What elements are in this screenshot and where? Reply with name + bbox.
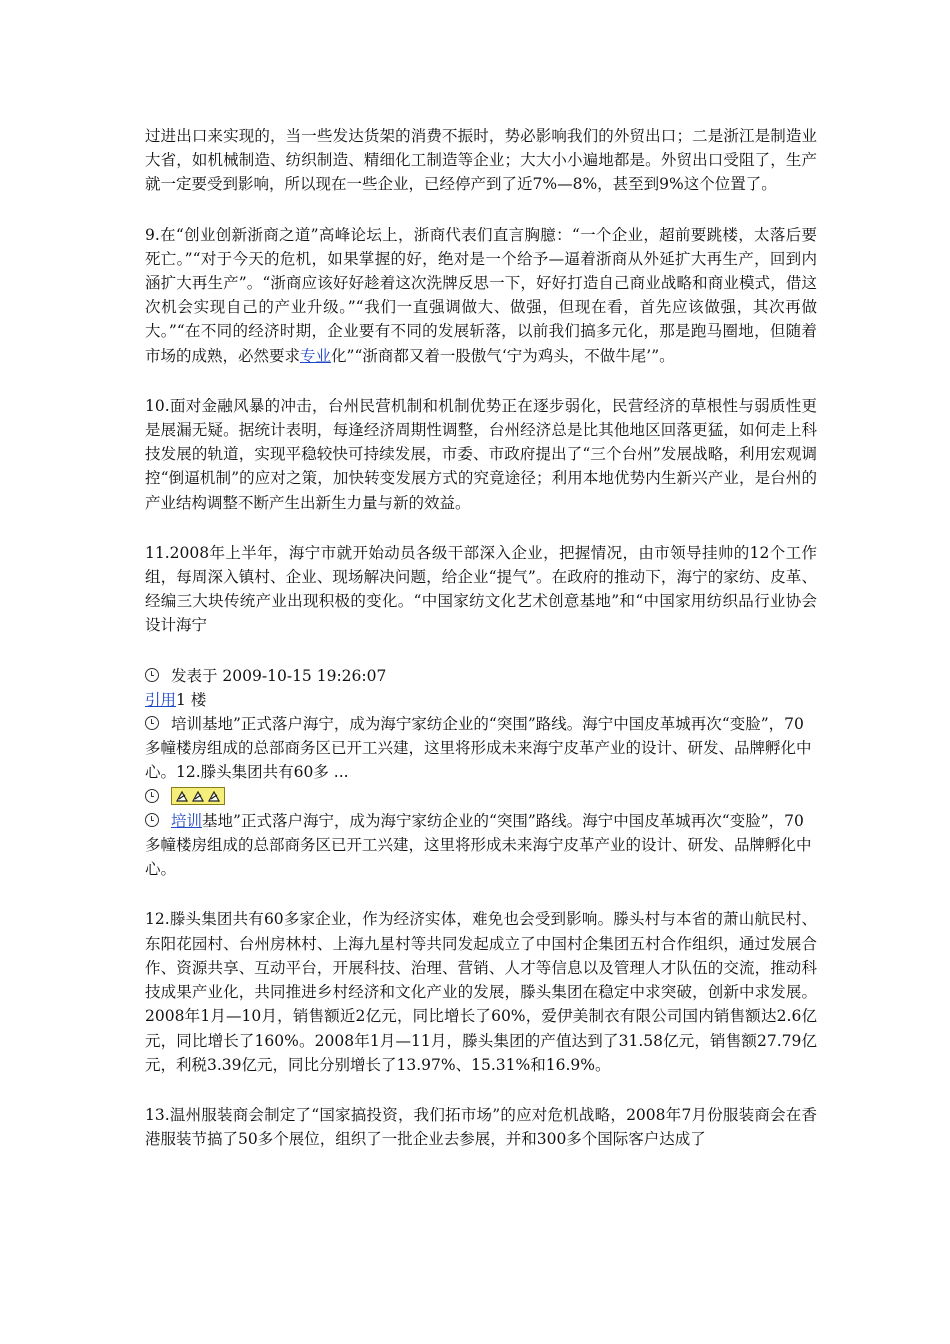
paragraph-9-text-a: 9.在“创业创新浙商之道”高峰论坛上，浙商代表们直言胸臆：“一个企业，超前要跳楼，太落后要死亡。”“对于今天的危机，如果掌握的好，绝对是一个给予—逼着浙商从外延扩大再生产，回到内涵扩大再生产”。“浙商应该好好趁着这次洗牌反思一下，好好打造自己商业战略和商业模式，借这次机会实现自己的产业升级。”“我们一直强调做大、做强，但现在看，首先应该做强，其次再做大。”“在不同的经济时期，企业要有不同的发展斩落，以前我们搞多元化，那是跑马圈地，但随着市场的成熟，必然要求	[145, 225, 817, 365]
paragraph-10: 10.面对金融风暴的冲击，台州民营机制和机制优势正在逐步弱化，民营经济的草根性与弱质性更是展漏无疑。据统计表明，每逢经济周期性调整，台州经济总是比其他地区回落更猛，如何走上科技发展的轨道，实现平稳较快可持续发展，市委、市政府提出了“三个台州”发展战略，利用宏观调控“倒逼机制”的应对之策，加快转变发展方式的究竟途径；利用本地优势内生新兴产业，是台州的产业结构调整不断产生出新生力量与新的效益。	[145, 396, 817, 512]
post-badges-line	[145, 785, 817, 809]
post-body	[145, 809, 817, 882]
document-page	[145, 124, 817, 1177]
link-peixun[interactable]: 培训	[171, 811, 203, 830]
paragraph-9	[145, 223, 817, 368]
paragraph-intro: 过进出口来实现的，当一些发达货架的消费不振时，势必影响我们的外贸出口；二是浙江是制造业大省，如机械制造、纺织制造、精细化工制造等企业；大大小小遍地都是。外贸出口受阻了，生产就一定要受到影响，所以现在一些企业，已经停产到了近7%—8%，甚至到9%这个位置了。	[145, 127, 817, 194]
paragraph-13: 13.温州服装商会制定了“国家搞投资，我们拓市场”的应对危机战略，2008年7月份服装商会在香港服装节搞了50多个展位，组织了一批企业去参展，并和300多个国际客户达成了	[145, 1105, 817, 1149]
link-zhuanye[interactable]: 专业	[300, 346, 332, 365]
post-time: 发表于 2009-10-15 19:26:07	[171, 666, 387, 685]
post-excerpt-text: 培训基地”正式落户海宁，成为海宁家纺企业的“突围”路线。海宁中国皮革城再次“变脸”，70多幢楼房组成的总部商务区已开工兴建，这里将形成未来海宁皮革产业的设计、研发、品牌孵化中心。12.滕头集团共有60多 ...	[145, 715, 812, 782]
quote-link[interactable]: 引用	[145, 690, 177, 709]
badge-icon	[191, 790, 205, 804]
paragraph-11: 11.2008年上半年，海宁市就开始动员各级干部深入企业，把握情况，由市领导挂帅的12个工作组，每周深入镇村、企业、现场解决问题，给企业“提气”。在政府的推动下，海宁的家纺、皮革、经编三大块传统产业出现积极的变化。“中国家纺文化艺术创意基地”和“中国家用纺织品行业协会设计海宁	[145, 543, 817, 635]
post-floor-line	[145, 688, 817, 712]
post-floor: 1 楼	[176, 690, 207, 709]
clock-icon	[145, 813, 159, 827]
paragraph-9-text-b: 化”“浙商都又着一股傲气‘宁为鸡头，不做牛尾’”。	[331, 346, 675, 365]
clock-icon	[145, 789, 159, 803]
clock-icon	[145, 668, 159, 682]
post-excerpt	[145, 712, 817, 785]
post-body-text: 基地”正式落户海宁，成为海宁家纺企业的“突围”路线。海宁中国皮革城再次“变脸”，70多幢楼房组成的总部商务区已开工兴建，这里将形成未来海宁皮革产业的设计、研发、品牌孵化中心。	[145, 811, 812, 879]
clock-icon	[145, 716, 159, 730]
badge-icon	[175, 790, 189, 804]
post-block	[145, 664, 817, 882]
post-time-line	[145, 664, 817, 688]
badge-icon	[207, 790, 221, 804]
paragraph-12: 12.滕头集团共有60多家企业，作为经济实体，难免也会受到影响。滕头村与本省的萧山航民村、东阳花园村、台州房林村、上海九星村等共同发起成立了中国村企集团五村合作组织，通过发展合作、资源共享、互动平台，开展科技、治理、营销、人才等信息以及管理人才队伍的交流，推动科技成果产业化，共同推进乡村经济和文化产业的发展，滕头集团在稳定中求突破，创新中求发展。2008年1月—10月，销售额近2亿元，同比增长了60%，爱伊美制衣有限公司国内销售额达2.6亿元，同比增长了160%。2008年1月—11月，滕头集团的产值达到了31.58亿元，销售额27.79亿元，利税3.39亿元，同比分别增长了13.97%、15.31%和16.9%。	[145, 910, 817, 1074]
badge-group	[171, 787, 225, 805]
